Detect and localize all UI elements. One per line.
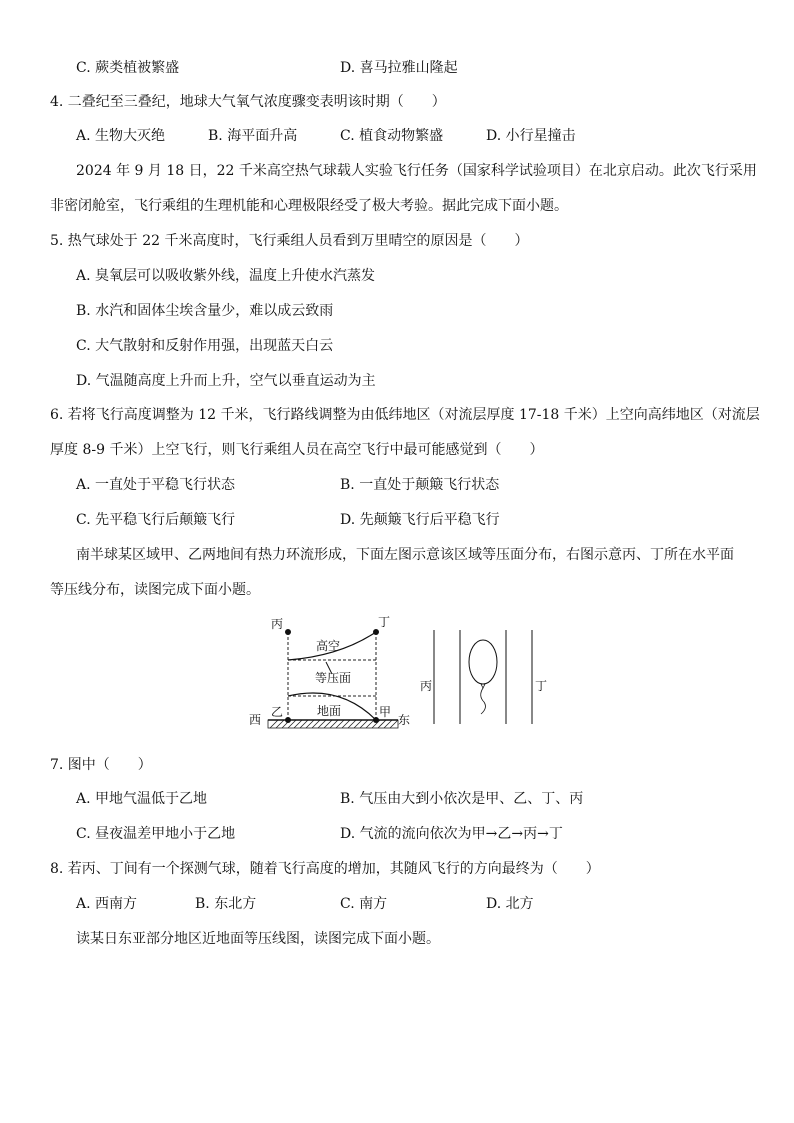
q4-option-a: A. 生物大灭绝 [76, 128, 166, 144]
passage-3-line-1: 读某日东亚部分地区近地面等压线图，读图完成下面小题。 [76, 931, 440, 947]
point-ding [373, 629, 379, 635]
passage-1-line-2: 非密闭舱室，飞行乘组的生理机能和心理极限经受了极大考验。据此完成下面小题。 [50, 198, 568, 214]
point-yi [285, 717, 291, 723]
q7-option-c: C. 昼夜温差甲地小于乙地 [76, 826, 236, 842]
q4-option-d: D. 小行星撞击 [486, 128, 576, 144]
q6-option-c: C. 先平稳飞行后颠簸飞行 [76, 512, 236, 528]
isobaric-surface-diagram [249, 615, 410, 728]
q7-option-b: B. 气压由大到小依次是甲、乙、丁、丙 [340, 791, 584, 807]
balloon-string [481, 688, 486, 714]
question-7-stem: 7. 图中（ ） [50, 757, 152, 773]
balloon-knot [481, 684, 485, 688]
q6-option-d: D. 先颠簸飞行后平稳飞行 [340, 512, 500, 528]
label-dimian: 地面 [317, 704, 342, 718]
thermal-circulation-figure [240, 612, 570, 742]
q8-option-d: D. 北方 [486, 896, 534, 912]
label-ding: 丁 [378, 615, 391, 629]
question-5-stem: 5. 热气球处于 22 千米高度时，飞行乘组人员看到万里晴空的原因是（ ） [50, 233, 529, 249]
q7-option-d: D. 气流的流向依次为甲→乙→丙→丁 [340, 826, 563, 842]
label-right-bing: 丙 [420, 679, 433, 693]
q8-option-c: C. 南方 [340, 896, 388, 912]
passage-2-line-1: 南半球某区域甲、乙两地间有热力环流形成，下面左图示意该区域等压面分布，右图示意丙、丁所在水平面 [76, 547, 734, 563]
balloon-icon [469, 640, 497, 684]
q4-option-c: C. 植食动物繁盛 [340, 128, 444, 144]
question-6-stem-line-2: 厚度 8-9 千米）上空飞行，则飞行乘组人员在高空飞行中最可能感觉到（ ） [50, 442, 544, 458]
q5-option-b: B. 水汽和固体尘埃含量少，难以成云致雨 [76, 303, 334, 319]
question-4-stem: 4. 二叠纪至三叠纪，地球大气氧气浓度骤变表明该时期（ ） [50, 94, 446, 110]
label-dong: 东 [398, 713, 411, 727]
question-6-stem-line-1: 6. 若将飞行高度调整为 12 千米，飞行路线调整为由低纬地区（对流层厚度 17-18 千米）上空向高纬地区（对流层 [50, 407, 760, 423]
label-bing: 丙 [271, 617, 284, 631]
q8-option-b: B. 东北方 [195, 896, 257, 912]
point-bing [285, 629, 291, 635]
label-dengyamian: 等压面 [315, 671, 352, 685]
passage-1-line-1: 2024 年 9 月 18 日，22 千米高空热气球载人实验飞行任务（国家科学试验项目）在北京启动。此次飞行采用 [76, 163, 757, 179]
question-8-stem: 8. 若丙、丁间有一个探测气球，随着飞行高度的增加，其随风飞行的方向最终为（ ） [50, 861, 600, 877]
option-d: D. 喜马拉雅山隆起 [340, 60, 458, 76]
q5-option-d: D. 气温随高度上升而上升，空气以垂直运动为主 [76, 373, 376, 389]
label-jia: 甲 [379, 705, 392, 719]
label-xi: 西 [249, 713, 262, 727]
isobar-map-diagram [420, 630, 547, 724]
option-c: C. 蕨类植被繁盛 [76, 60, 180, 76]
q4-option-b: B. 海平面升高 [208, 128, 298, 144]
label-right-ding: 丁 [535, 679, 548, 693]
q7-option-a: A. 甲地气温低于乙地 [76, 791, 208, 807]
q5-option-a: A. 臭氧层可以吸收紫外线，温度上升使水汽蒸发 [76, 268, 376, 284]
label-yi: 乙 [271, 705, 284, 719]
passage-2-line-2: 等压线分布，读图完成下面小题。 [50, 582, 260, 598]
label-gaokong: 高空 [316, 639, 341, 653]
q6-option-b: B. 一直处于颠簸飞行状态 [340, 477, 500, 493]
q5-option-c: C. 大气散射和反射作用强，出现蓝天白云 [76, 338, 334, 354]
q6-option-a: A. 一直处于平稳飞行状态 [76, 477, 236, 493]
q8-option-a: A. 西南方 [76, 896, 138, 912]
